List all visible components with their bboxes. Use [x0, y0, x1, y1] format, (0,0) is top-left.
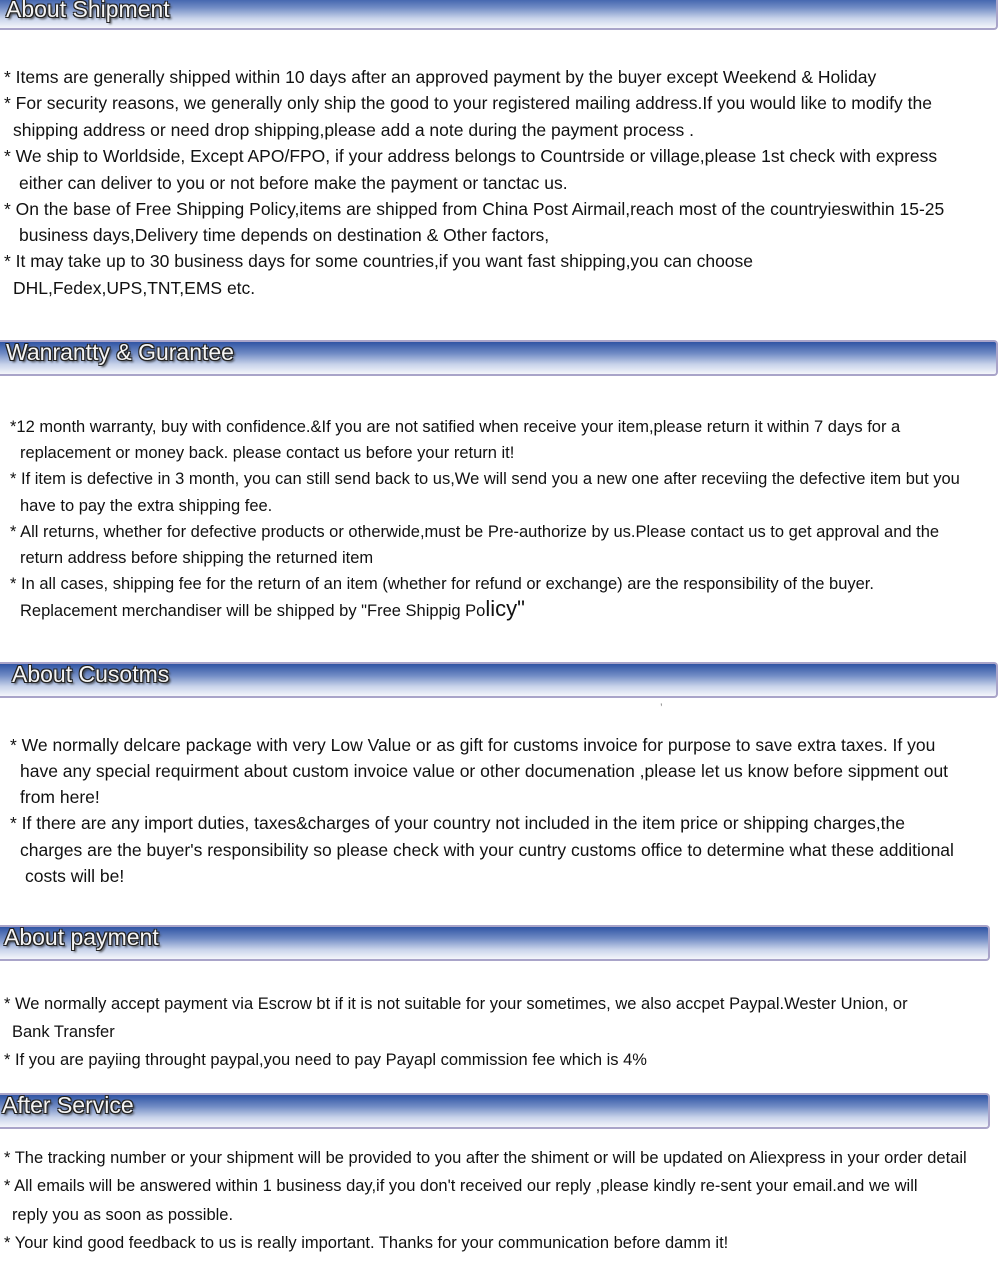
section-header-shipment: [0, 0, 998, 30]
section-title: About Shipment: [6, 0, 170, 22]
text-line: * All emails will be answered within 1 business day,if you don't received our reply ,please kindly re-sent your email.and we will: [4, 1177, 918, 1195]
text-line: DHL,Fedex,UPS,TNT,EMS etc.: [13, 278, 256, 298]
text-line-tail: licy": [485, 596, 525, 621]
section-header-warranty: [0, 340, 998, 376]
text-line: business days,Delivery time depends on destination & Other factors,: [19, 225, 550, 245]
text-line: Bank Transfer: [12, 1023, 115, 1041]
text-line: [20, 598, 525, 622]
text-line: * On the base of Free Shipping Policy,items are shipped from China Post Airmail,reach most of the countryieswithin 15-25: [4, 199, 945, 219]
text-line: * If there are any import duties, taxes&charges of your country not included in the item price or shipping charges,the: [10, 813, 905, 833]
text-line: * All returns, whether for defective products or otherwide,must be Pre-authorize by us.Please contact us to get approval and the: [10, 523, 940, 541]
text-line: * Your kind good feedback to us is really important. Thanks for your communication before damm it!: [4, 1234, 729, 1252]
text-line: either can deliver to you or not before make the payment or tanctac us.: [19, 173, 568, 193]
text-line: * If item is defective in 3 month, you can still send back to us,We will send you a new one after receviing the defective item but you: [10, 470, 960, 488]
section-title: About Cusotms: [12, 661, 170, 687]
section-header-payment: [0, 925, 990, 961]
section-title: Wanrantty & Gurantee: [6, 339, 234, 365]
text-line: * We ship to Worldside, Except APO/FPO, if your address belongs to Countrside or village,please 1st check with express: [4, 146, 938, 166]
section-header-customs: [0, 662, 998, 698]
text-line: have to pay the extra shipping fee.: [20, 497, 273, 515]
text-line: shipping address or need drop shipping,please add a note during the payment process .: [13, 120, 695, 140]
text-line: costs will be!: [25, 866, 125, 886]
text-line: have any special requirment about custom invoice value or other documenation ,please let us know before sippment out: [20, 761, 949, 781]
text-line: * We normally delcare package with very Low Value or as gift for customs invoice for purpose to save extra taxes. If you: [10, 735, 936, 755]
text-line: reply you as soon as possible.: [12, 1206, 234, 1224]
section-header-service: [0, 1093, 990, 1129]
section-title: After Service: [2, 1092, 134, 1118]
text-line: * It may take up to 30 business days for some countries,if you want fast shipping,you can choose: [4, 251, 754, 271]
text-line: * Items are generally shipped within 10 days after an approved payment by the buyer except Weekend & Holiday: [4, 67, 877, 87]
stray-mark: ’: [660, 701, 663, 715]
text-line: return address before shipping the returned item: [20, 549, 374, 567]
text-line: replacement or money back. please contact us before your return it!: [20, 444, 515, 462]
text-line: charges are the buyer's responsibility so please check with your cuntry customs office to determine what these additional: [20, 840, 954, 860]
section-title: About payment: [4, 924, 159, 950]
text-line: * For security reasons, we generally only ship the good to your registered mailing address.If you would like to modify the: [4, 93, 932, 113]
text-line: from here!: [20, 787, 100, 807]
text-line: * In all cases, shipping fee for the return of an item (whether for refund or exchange) are the responsibility of the buyer.: [10, 575, 874, 593]
text-line-start: Replacement merchandiser will be shipped by "Free Shippig Po: [20, 602, 486, 620]
text-line: * We normally accept payment via Escrow bt if it is not suitable for your sometimes, we also accpet Paypal.Wester Union, or: [4, 995, 908, 1013]
text-line: *12 month warranty, buy with confidence.&If you are not satified when receive your item,please return it within 7 days for a: [10, 418, 901, 436]
text-line: * The tracking number or your shipment will be provided to you after the shiment or will be updated on Aliexpress in your order detail: [4, 1149, 967, 1167]
text-line: * If you are payiing throught paypal,you need to pay Payapl commission fee which is 4%: [4, 1051, 647, 1069]
